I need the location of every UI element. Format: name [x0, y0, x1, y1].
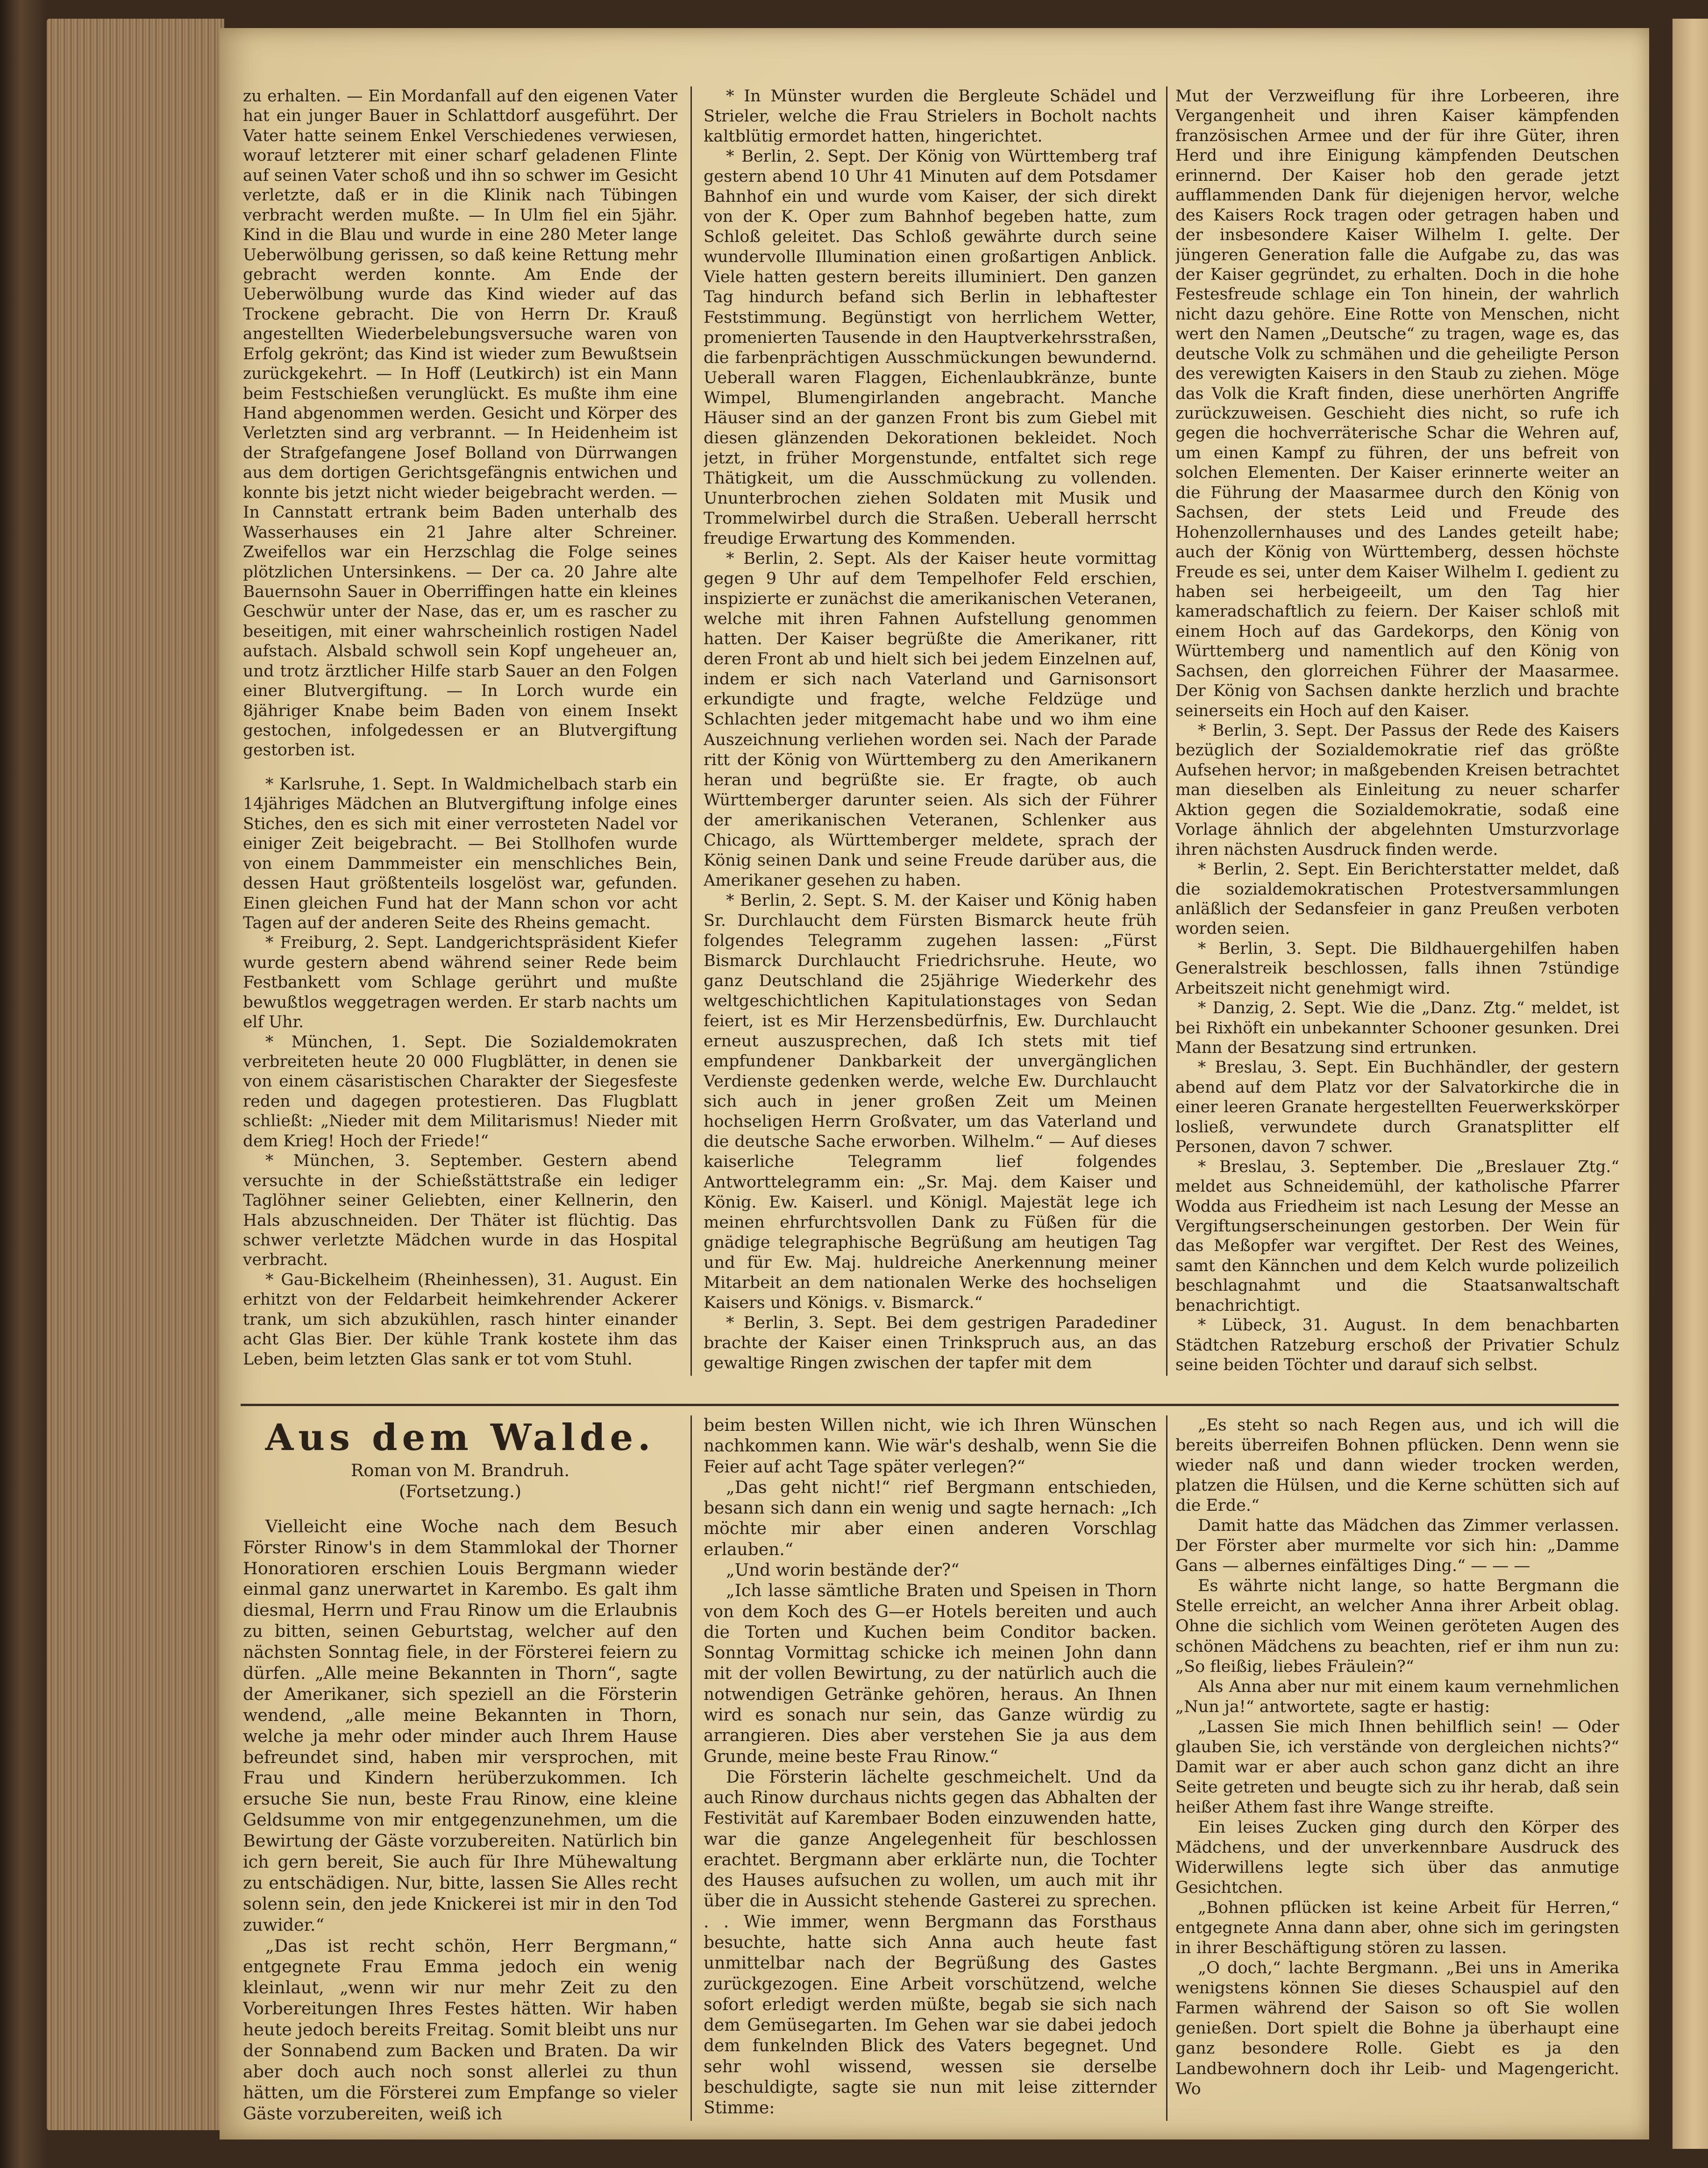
serial-paragraph: beim besten Willen nicht, wie ich Ihren Wünschen nachkommen kann. Wie wär's deshalb, wenn Sie die Feier auf acht Tage später verlegen?“ — [704, 1416, 1157, 1477]
news-item: * Danzig, 2. Sept. Wie die „Danz. Ztg.“ meldet, ist bei Rixhöft ein unbekannter Schooner gesunken. Drei Mann der Besatzung sind ertrunken. — [1175, 999, 1619, 1057]
serial-column-1 — [243, 1415, 677, 2125]
news-item: * Berlin, 3. Sept. Die Bildhauergehilfen haben Generalstreik beschlossen, falls ihnen 7stündige Arbeitszeit nicht genehmigt wird. — [1175, 939, 1619, 998]
news-item: * Berlin, 3. Sept. Der Passus der Rede des Kaisers bezüglich der Sozialdemokratie rief das größte Aufsehen hervor; in maßgebenden Kreisen betrachtet man dieselben als Einleitung zu neuer scharfer Aktion gegen die Sozialdemokratie, sodaß eine Vorlage ähnlich der abgelehnten Umsturzvorlage ihren nächsten Ausdruck finden werde. — [1175, 721, 1619, 859]
facing-page-edge — [1672, 19, 1708, 2149]
news-column-3 — [1175, 86, 1619, 1385]
news-item: * München, 3. September. Gestern abend versuchte in der Schießstättstraße ein lediger Taglöhner seiner Geliebten, einer Kellnerin, den Hals abzuschneiden. Der Thäter ist flüchtig. Das schwer verletzte Mädchen wurde in das Hospital verbracht. — [243, 1152, 677, 1270]
serial-paragraph: Die Försterin lächelte geschmeichelt. Und da auch Rinow durchaus nichts gegen das Abhalten der Festivität auf Karembaer Boden einzuwenden hatte, war die ganze Angelegenheit für beschlossen erachtet. Bergmann aber erklärte nun, die Tochter des Hauses aufsuchen zu wollen, um auch mit ihr über die in Aussicht stehende Gasterei zu sprechen. . . Wie immer, wenn Bergmann das Forsthaus besuchte, hatte sich Anna auch heute fast unmittelbar nach der Begrüßung des Gastes zurückgezogen. Eine Arbeit vorschützend, welche sofort erledigt werden müßte, begab sie sich nach dem Gemüsegarten. Im Gehen war sie dabei jedoch dem funkelnden Blick des Vaters begegnet. Und sehr wohl wissend, wessen sie derselbe beschuldigte, sagte sie nun mit leise zitternder Stimme: — [704, 1767, 1157, 2118]
news-column-1 — [243, 86, 677, 1385]
news-item: * Berlin, 2. Sept. Als der Kaiser heute vormittag gegen 9 Uhr auf dem Tempelhofer Feld erschien, inspizierte er zunächst die amerikanischen Veteranen, welche mit ihren Fahnen Aufstellung genommen hatten. Der Kaiser begrüßte die Amerikaner, ritt deren Front ab und hielt sich bei jedem Einzelnen auf, indem er sich nach Vaterland und Garnisonsort erkundigte und fragte, welche Feldzüge und Schlachten jeder mitgemacht habe und wo ihm eine Auszeichnung verliehen worden sei. Nach der Parade ritt der König von Württemberg zu den Amerikanern heran und begrüßte sie. Er fragte, ob auch Württemberger darunter seien. Als sich der Führer der amerikanischen Veteranen, Schlenker aus Chicago, als Württemberger meldete, sprach der König seinen Dank und seine Freude darüber aus, die Amerikaner gesehen zu haben. — [704, 549, 1157, 890]
serial-paragraph: Es währte nicht lange, so hatte Bergmann die Stelle erreicht, an welcher Anna ihrer Arbeit oblag. Ohne die sichlich vom Weinen geröteten Augen des schönen Mädchens zu beachten, rief er ihm nun zu: „So fleißig, liebes Fräulein?“ — [1175, 1577, 1619, 1676]
column-rule — [1166, 86, 1167, 1376]
serial-subtitle: Roman von M. Brandruh. — [350, 1460, 570, 1480]
news-item: * Gau-Bickelheim (Rheinhessen), 31. August. Ein erhitzt von der Feldarbeit heimkehrender Ackerer trank, um sich abzukühlen, rasch hinter einander acht Glas Bier. Der kühle Trank kostete ihm das Leben, beim letzten Glas sank er tot vom Stuhl. — [243, 1270, 677, 1369]
serial-paragraph: Ein leises Zucken ging durch den Körper des Mädchens, und der unverkennbare Ausdruck des Widerwillens legte sich über das anmutige Gesichtchen. — [1175, 1818, 1619, 1898]
serial-title: Aus dem Walde. — [265, 1416, 655, 1459]
serial-paragraph: „O doch,“ lachte Bergmann. „Bei uns in Amerika wenigstens können Sie dieses Schauspiel auf den Farmen während der Saison so oft Sie wollen genießen. Dort spielt die Bohne ja überhaupt eine ganz besondere Rolle. Giebt es ja den Landbewohnern doch ihr Leib- und Magengericht. Wo — [1175, 1959, 1619, 2098]
serial-paragraph: „Das geht nicht!“ rief Bergmann entschieden, besann sich dann ein wenig und sagte hernach: „Ich möchte mir aber einen anderen Vorschlag erlauben.“ — [704, 1478, 1157, 1559]
serial-column-2 — [704, 1415, 1157, 2125]
serial-paragraph: „Ich lasse sämtliche Braten und Speisen in Thorn von dem Koch des G—er Hotels bereiten und auch die Torten und Kuchen beim Conditor backen. Sonntag Vormittag schicke ich meinen John dann mit der vollen Bewirtung, zu der natürlich auch die notwendigen Getränke gehören, heraus. An Ihnen wird es sonach nur sein, das Ganze würdig zu arrangieren. Dies aber verstehen Sie ja aus dem Grunde, meine beste Frau Rinow.“ — [704, 1581, 1157, 1766]
page-stack-edge — [47, 19, 224, 2130]
column-rule — [690, 1415, 692, 2121]
serial-paragraph: „Lassen Sie mich Ihnen behilflich sein! — Oder glauben Sie, ich verstände von dergleichen nichts?“ Damit war er aber auch schon ganz dicht an ihre Seite getreten und beugte sich zu ihr herab, daß sein heißer Athem fast ihre Wange streifte. — [1175, 1717, 1619, 1817]
news-item: * Berlin, 2. Sept. S. M. der Kaiser und König haben Sr. Durchlaucht dem Fürsten Bismarck heute früh folgendes Telegramm zugehen lassen: „Fürst Bismarck Durchlaucht Friedrichsruhe. Heute, wo ganz Deutschland die 25jährige Wiederkehr des weltgeschichtlichen Kapitulationstages von Sedan feiert, ist es Mir Herzensbedürfnis, Ew. Durchlaucht erneut auszusprechen, daß Ich stets mit tief empfundener Dankbarkeit der unvergänglichen Verdienste gedenken werde, welche Ew. Durchlaucht sich auch in jener großen Zeit um Meinen hochseligen Herrn Großvater, um das Vaterland und die deutsche Sache erworben. Wilhelm.“ — Auf dieses kaiserliche Telegramm lief folgendes Antworttelegramm ein: „Sr. Maj. dem Kaiser und König. Ew. Kaiserl. und Königl. Majestät lege ich meinen ehrfurchtsvollen Dank zu Füßen für die gnädige telegraphische Begrüßung am heutigen Tag und für Ew. Maj. huldreiche Anerkennung meiner Mitarbeit an dem nationalen Werke des hochseligen Kaisers und Königs. v. Bismarck.“ — [704, 891, 1157, 1312]
news-item: * Karlsruhe, 1. Sept. In Waldmichelbach starb ein 14jähriges Mädchen an Blutvergiftung infolge eines Stiches, den es sich mit einer verrosteten Nadel vor einiger Zeit beigebracht. — Bei Stollhofen wurde von einem Dammmeister ein menschliches Bein, dessen Haut größtenteils losgelöst war, gefunden. Einen gleichen Fund hat der Mann schon vor acht Tagen auf der anderen Seite des Rheins gemacht. — [243, 775, 677, 932]
news-item: * Berlin, 2. Sept. Der König von Württemberg traf gestern abend 10 Uhr 41 Minuten auf dem Potsdamer Bahnhof ein und wurde vom Kaiser, der sich direkt von der K. Oper zum Bahnhof begeben hatte, zum Schloß geleitet. Das Schloß gewährte durch seine wundervolle Illumination einen großartigen Anblick. Viele hatten gestern bereits illuminiert. Den ganzen Tag hindurch befand sich Berlin in lebhaftester Feststimmung. Begünstigt von herrlichem Wetter, promenierten Tausende in den Hauptverkehrsstraßen, die farbenprächtigen Ausschmückungen bewundernd. Ueberall waren Flaggen, Eichenlaubkränze, bunte Wimpel, Blumengirlanden angebracht. Manche Häuser sind an der ganzen Front bis zum Giebel mit diesen glänzenden Dekorationen bekleidet. Noch jetzt, in früher Morgenstunde, entfaltet sich rege Thätigkeit, um die Ausschmückung zu vollenden. Ununterbrochen ziehen Soldaten mit Musik und Trommelwirbel durch die Straßen. Ueberall herrscht freudige Erwartung des Kommenden. — [704, 147, 1157, 548]
news-item: * Breslau, 3. Sept. Ein Buchhändler, der gestern abend auf dem Platz vor der Salvatorkirche die in einer leeren Granate hergestellten Feuerwerkskörper losließ, verwundete durch Granatsplitter elf Personen, davon 7 schwer. — [1175, 1058, 1619, 1157]
section-rule — [241, 1404, 1619, 1406]
news-item: * München, 1. Sept. Die Sozialdemokraten verbreiteten heute 20 000 Flugblätter, in denen sie von einem cäsaristischen Charakter der Siegesfeste reden und dagegen protestieren. Das Flugblatt schließt: „Nieder mit dem Militarismus! Nieder mit dem Krieg! Hoch der Friede!“ — [243, 1032, 677, 1151]
serial-paragraph: Als Anna aber nur mit einem kaum vernehmlichen „Nun ja!“ antwortete, sagte er hastig: — [1175, 1677, 1619, 1716]
news-column-2 — [704, 86, 1157, 1385]
news-item: * Lübeck, 31. August. In dem benachbarten Städtchen Ratzeburg erschoß der Privatier Schulz seine beiden Töchter und darauf sich selbst. — [1175, 1316, 1619, 1374]
serial-paragraph: Vielleicht eine Woche nach dem Besuch Förster Rinow's in dem Stammlokal der Thorner Honoratioren erschien Louis Bergmann wieder einmal ganz unerwartet in Karembo. Es galt ihm diesmal, Herrn und Frau Rinow um die Erlaubnis zu bitten, seinen Geburtstag, welcher auf den nächsten Sonntag fiele, in der Försterei feiern zu dürfen. „Alle meine Bekannten in Thorn“, sagte der Amerikaner, sich speziell an die Försterin wendend, „alle meine Bekannten in Thorn, welche ja mehr oder minder auch Ihrem Hause befreundet sind, haben mir versprochen, mit Frau und Kindern herüberzukommen. Ich ersuche Sie nun, beste Frau Rinow, eine kleine Geldsumme von mir entgegenzunehmen, um die Bewirtung der Gäste vorzubereiten. Natürlich bin ich gern bereit, Sie auch für Ihre Mühewaltung zu entschädigen. Nur, bitte, lassen Sie Alles recht solenn sein, den jede Knickerei ist mir in den Tod zuwider.“ — [243, 1516, 677, 1935]
serial-column-3 — [1175, 1415, 1619, 2125]
news-item: * Berlin, 3. Sept. Bei dem gestrigen Paradediner brachte der Kaiser einen Trinkspruch aus, an das gewaltige Ringen zwischen der tapfer mit dem — [704, 1313, 1157, 1372]
news-item: * In Münster wurden die Bergleute Schädel und Strieler, welche die Frau Strielers in Bocholt nachts kaltblütig ermordet hatten, hingerichtet. — [704, 87, 1157, 146]
column-rule — [690, 86, 692, 1376]
serial-continuation: (Fortsetzung.) — [399, 1481, 522, 1501]
serial-paragraph: „Es steht so nach Regen aus, und ich will die bereits überreifen Bohnen pflücken. Denn wenn sie wieder naß und dann wieder trocken werden, platzen die Hülsen, und die Kerne schütten sich auf die Erde.“ — [1175, 1416, 1619, 1515]
serial-paragraph: „Bohnen pflücken ist keine Arbeit für Herren,“ entgegnete Anna dann aber, ohne sich im geringsten in ihrer Beschäftigung stören zu lassen. — [1175, 1898, 1619, 1958]
column-rule — [1166, 1415, 1167, 2121]
serial-paragraph: „Und worin bestände der?“ — [726, 1560, 960, 1580]
news-item: Mut der Verzweiflung für ihre Lorbeeren, ihre Vergangenheit und ihren Kaiser kämpfenden französischen Armee und der für ihre Güter, ihren Herd und ihre Einigung kämpfenden Deutschen erinnernd. Der Kaiser hob den gerade jetzt aufflammenden Dank für diejenigen hervor, welche des Kaisers Rock tragen oder getragen haben und der insbesondere Kaiser Wilhelm I. gelte. Der jüngeren Generation falle die Aufgabe zu, das was der Kaiser gegründet, zu erhalten. Doch in die hohe Festesfreude schlage ein Ton hinein, der wahrlich nicht dazu gehöre. Eine Rotte von Menschen, nicht wert den Namen „Deutsche“ zu tragen, wage es, das deutsche Volk zu schmähen und die geheiligte Person des verewigten Kaisers in den Staub zu ziehen. Möge das Volk die Kraft finden, diese unerhörten Angriffe zurückzuweisen. Geschieht dies nicht, so rufe ich gegen die hochverräterische Schar die Wehren auf, um einen Kampf zu führen, der uns befreit von solchen Elementen. Der Kaiser erinnerte weiter an die Führung der Maasarmee durch den König von Sachsen, der stets Leid und Freude des Hohenzollernhauses und des Landes geteilt habe; auch der König von Württemberg, dessen höchste Freude es sei, unter dem Kaiser Wilhelm I. gedient zu haben sei herbeigeeilt, um den Tag hier kameradschaftlich zu feiern. Der Kaiser schloß mit einem Hoch auf das Gardekorps, den König von Württemberg und namentlich auf den König von Sachsen, den glorreichen Führer der Maasarmee. Der König von Sachsen dankte herzlich und brachte seinerseits ein Hoch auf den Kaiser. — [1175, 87, 1619, 720]
news-item: zu erhalten. — Ein Mordanfall auf den eigenen Vater hat ein junger Bauer in Schlattdorf ausgeführt. Der Vater hatte seinem Enkel Verschiedenes verwiesen, worauf letzterer mit einer scharf geladenen Flinte auf seinen Vater schoß und ihn so schwer im Gesicht verletzte, daß er in die Klinik nach Tübingen verbracht werden mußte. — In Ulm fiel ein 5jähr. Kind in die Blau und wurde in eine 280 Meter lange Ueberwölbung gerissen, so daß keine Rettung mehr gebracht werden konnte. Am Ende der Ueberwölbung wurde das Kind wieder auf das Trockene gebracht. Die von Herrn Dr. Krauß angestellten Wiederbelebungsversuche waren von Erfolg gekrönt; das Kind ist wieder zum Bewußtsein zurückgekehrt. — In Hoff (Leutkirch) ist ein Mann beim Festschießen verunglückt. Es mußte ihm eine Hand abgenommen werden. Gesicht und Körper des Verletzten sind arg verbrannt. — In Heidenheim ist der Strafgefangene Josef Bolland von Dürrwangen aus dem dortigen Gerichtsgefängnis entwichen und konnte bis jetzt nicht wieder beigebracht werden. — In Cannstatt ertrank beim Baden unterhalb des Wasserhauses ein 21 Jahre alter Schreiner. Zweifellos war ein Herzschlag die Folge seines plötzlichen Untersinkens. — Der ca. 20 Jahre alte Bauernsohn Sauer in Oberriffingen hatte ein kleines Geschwür unter der Nase, das er, um es rascher zu beseitigen, mit einer wahrscheinlich rostigen Nadel aufstach. Alsbald schwoll sein Kopf ungeheuer an, und trotz ärztlicher Hilfe starb Sauer an den Folgen einer Blutvergiftung. — In Lorch wurde ein 8jähriger Knabe beim Baden von einem Insekt gestochen, infolgedessen er an Blutvergiftung gestorben ist. — [243, 87, 677, 760]
serial-paragraph: Damit hatte das Mädchen das Zimmer verlassen. Der Förster aber murmelte vor sich hin: „Damme Gans — albernes einfältiges Ding.“ — — — — [1175, 1516, 1619, 1576]
serial-paragraph: „Das ist recht schön, Herr Bergmann,“ entgegnete Frau Emma jedoch ein wenig kleinlaut, „wenn wir nur mehr Zeit zu den Vorbereitungen Ihres Festes hätten. Wir haben heute jedoch bereits Freitag. Somit bleibt uns nur der Sonnabend zum Backen und Braten. Da wir aber doch auch noch sonst allerlei zu thun hätten, um die Försterei zum Empfange so vieler Gäste vorzubereiten, weiß ich — [243, 1935, 677, 2124]
news-item: * Freiburg, 2. Sept. Landgerichtspräsident Kiefer wurde gestern abend während seiner Rede beim Festbankett vom Schlage gerührt und mußte bewußtlos weggetragen werden. Er starb nachts um elf Uhr. — [243, 933, 677, 1032]
news-item: * Berlin, 2. Sept. Ein Berichterstatter meldet, daß die sozialdemokratischen Protestversammlungen anläßlich der Sedansfeier in ganz Preußen verboten worden seien. — [1175, 860, 1619, 938]
book-spine — [0, 0, 47, 2168]
news-item: * Breslau, 3. September. Die „Breslauer Ztg.“ meldet aus Schneidemühl, der katholische Pfarrer Wodda aus Friedheim ist nach Lesung der Messe an Vergiftungserscheinungen gestorben. Der Wein für das Meßopfer war vergiftet. Der Rest des Weines, samt den Kännchen und dem Kelch wurde polizeilich beschlagnahmt und die Staatsanwaltschaft benachrichtigt. — [1175, 1157, 1619, 1315]
